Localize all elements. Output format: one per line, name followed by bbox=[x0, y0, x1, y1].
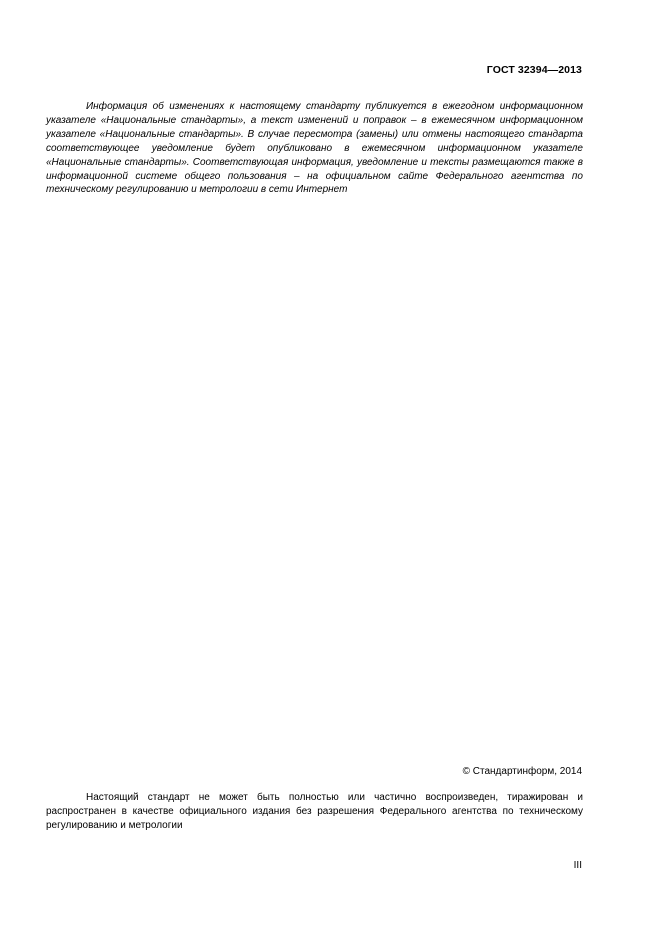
change-info-paragraph: Информация об изменениях к настоящему стандарту публикуется в ежегодном информационном указателе «Национальные стандарты», а текст изменений и поправок – в ежемесячном информационном указателе «Национальные стандарты». В случае пересмотра (замены) или отмены настоящего стандарта соответствующее уведомление будет опубликовано в ежемесячном информационном указателе «Национальные стандарты». Соответствующая информация, уведомление и тексты размещаются также в информационной системе общего пользования – на официальном сайте Федерального агентства по техническому регулированию и метрологии в сети Интернет bbox=[46, 101, 583, 196]
reproduction-notice: Настоящий стандарт не может быть полностью или частично воспроизведен, тиражирован и распространен в качестве официального издания без разрешения Федерального агентства по техническому регулированию и метрологии bbox=[46, 792, 583, 831]
standard-code-header: ГОСТ 32394—2013 bbox=[486, 64, 582, 76]
page-number: III bbox=[573, 860, 582, 871]
copyright-line: © Стандартинформ, 2014 bbox=[462, 766, 582, 777]
